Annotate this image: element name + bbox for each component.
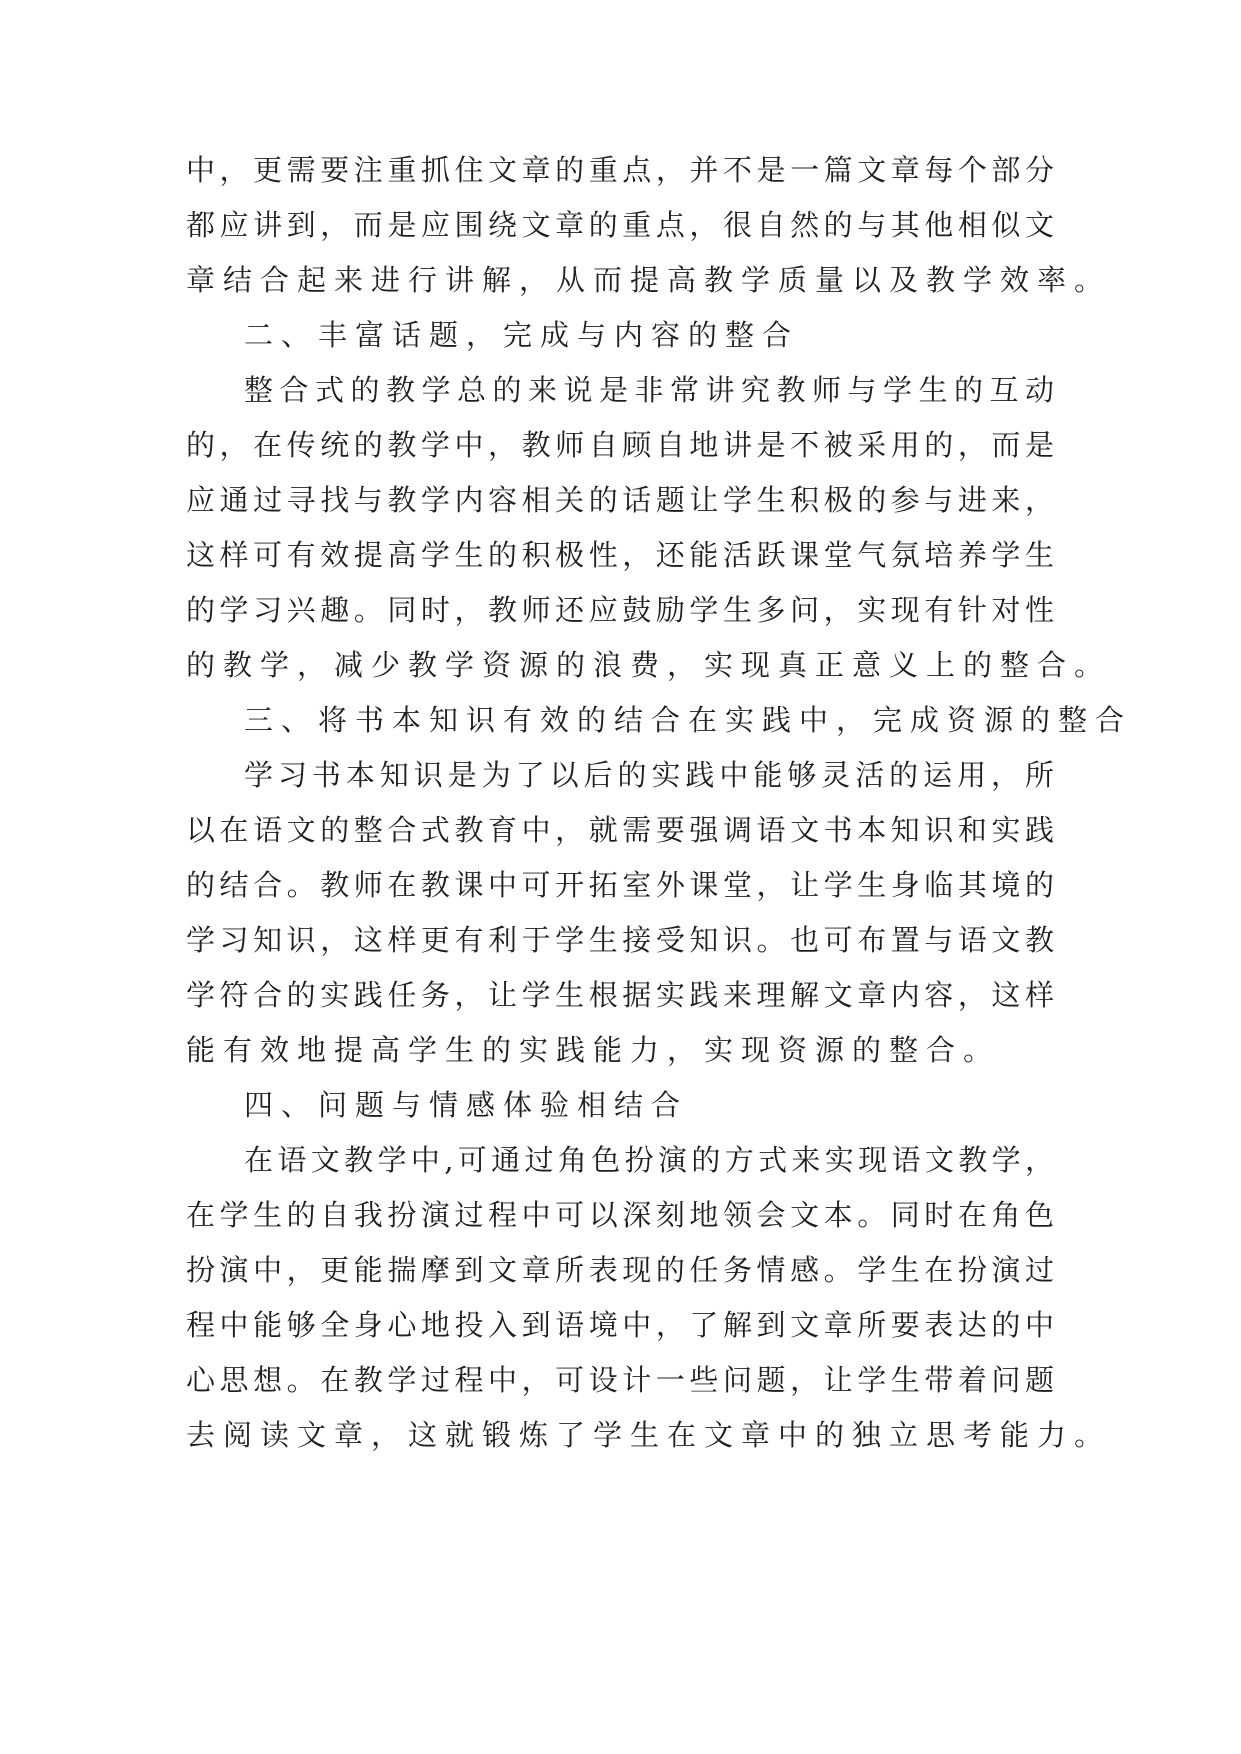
text-line: 心思想。在教学过程中，可设计一些问题，让学生带着问题 <box>186 1363 1054 1397</box>
text-line: 章结合起来进行讲解，从而提高教学质量以及教学效率。 <box>186 263 1112 297</box>
text-line: 以在语文的整合式教育中，就需要强调语文书本知识和实践 <box>186 813 1054 847</box>
text-line: 应通过寻找与教学内容相关的话题让学生积极的参与进来， <box>186 483 1054 517</box>
paragraph-first-line: 在语文教学中,可通过角色扮演的方式来实现语文教学， <box>244 1143 1054 1177</box>
text-line: 程中能够全身心地投入到语境中，了解到文章所要表达的中 <box>186 1308 1054 1342</box>
text-line: 的，在传统的教学中，教师自顾自地讲是不被采用的，而是 <box>186 428 1054 462</box>
text-line: 都应讲到，而是应围绕文章的重点，很自然的与其他相似文 <box>186 208 1054 242</box>
text-line: 的教学，减少教学资源的浪费，实现真正意义上的整合。 <box>186 648 1112 682</box>
paragraph-first-line: 学习书本知识是为了以后的实践中能够灵活的运用，所 <box>244 758 1054 792</box>
text-line: 的学习兴趣。同时，教师还应鼓励学生多问，实现有针对性 <box>186 593 1054 627</box>
text-line: 学符合的实践任务，让学生根据实践来理解文章内容，这样 <box>186 978 1054 1012</box>
text-line: 去阅读文章，这就锻炼了学生在文章中的独立思考能力。 <box>186 1418 1112 1452</box>
text-line: 扮演中，更能揣摩到文章所表现的任务情感。学生在扮演过 <box>186 1253 1054 1287</box>
section-heading: 二、丰富话题，完成与内容的整合 <box>244 318 800 352</box>
section-heading: 三、将书本知识有效的结合在实践中，完成资源的整合 <box>244 703 1133 737</box>
section-heading: 四、问题与情感体验相结合 <box>244 1088 689 1122</box>
text-line: 能有效地提高学生的实践能力，实现资源的整合。 <box>186 1033 1001 1067</box>
text-line: 中，更需要注重抓住文章的重点，并不是一篇文章每个部分 <box>186 153 1054 187</box>
text-line: 的结合。教师在教课中可开拓室外课堂，让学生身临其境的 <box>186 868 1054 902</box>
text-line: 这样可有效提高学生的积极性，还能活跃课堂气氛培养学生 <box>186 538 1054 572</box>
paragraph-first-line: 整合式的教学总的来说是非常讲究教师与学生的互动 <box>244 373 1054 407</box>
text-line: 学习知识，这样更有利于学生接受知识。也可布置与语文教 <box>186 923 1054 957</box>
text-line: 在学生的自我扮演过程中可以深刻地领会文本。同时在角色 <box>186 1198 1054 1232</box>
